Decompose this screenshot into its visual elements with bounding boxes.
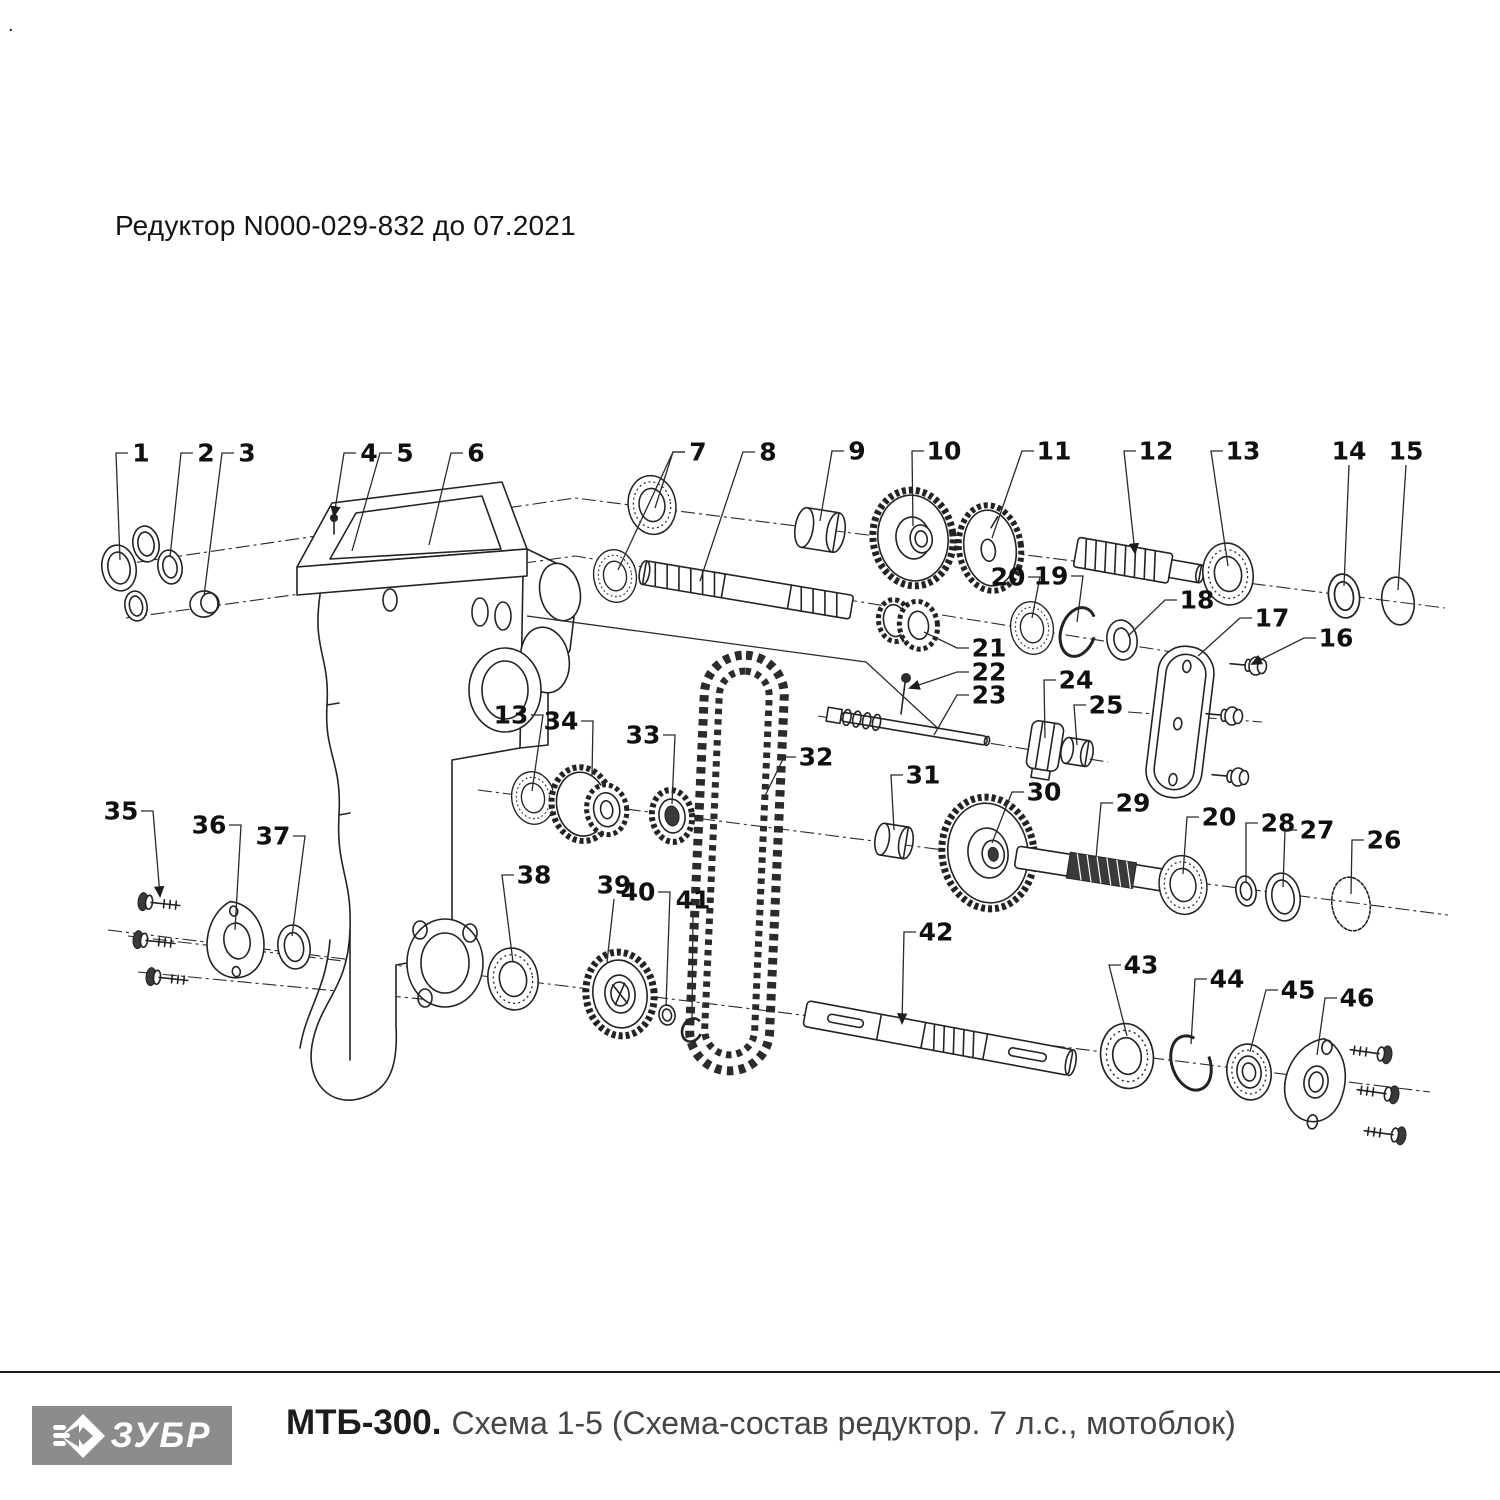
bolt-46c [1363, 1122, 1407, 1146]
callout-39: 39 [596, 870, 632, 900]
callout-30: 30 [1026, 777, 1062, 807]
shaft-42 [803, 1001, 1078, 1077]
bearing-38 [483, 944, 542, 1013]
zubr-arrow-icon [53, 1413, 105, 1459]
leader-line-15 [1398, 465, 1406, 590]
callout-46: 46 [1339, 983, 1375, 1013]
leader-line-26 [1351, 840, 1364, 894]
bolt-35a [137, 892, 181, 914]
bearing-20b [1155, 852, 1211, 918]
callout-43: 43 [1123, 950, 1159, 980]
flange-46 [1279, 1034, 1350, 1132]
circlip-41 [678, 1015, 705, 1045]
callout-1: 1 [132, 438, 150, 468]
footer-caption [286, 1403, 1236, 1443]
callout-16: 16 [1318, 623, 1354, 653]
bushing-9 [792, 506, 848, 553]
callout-19: 19 [1033, 561, 1069, 591]
callout-10: 10 [926, 436, 962, 466]
leader-line-29 [1096, 803, 1113, 858]
callout-13: 13 [1225, 436, 1261, 466]
leader-line-42 [902, 932, 916, 1023]
leader-line-17 [1198, 618, 1252, 656]
callout-17: 17 [1254, 603, 1290, 633]
seal-37 [275, 923, 313, 971]
shaft-29 [1014, 844, 1176, 895]
callout-2: 2 [197, 438, 215, 468]
shaft-8 [638, 560, 854, 619]
brand-name: ЗУБР [110, 1416, 212, 1455]
callout-42: 42 [918, 917, 954, 947]
leader-line-22 [910, 672, 969, 688]
callout-7: 7 [689, 437, 707, 467]
leader-line-28 [1246, 823, 1258, 882]
leader-line-41 [692, 914, 693, 1019]
bolt-22 [901, 673, 911, 714]
callout-31: 31 [905, 760, 941, 790]
gear-21 [876, 594, 941, 655]
bolt-35b [132, 930, 176, 952]
callout-41: 41 [675, 885, 711, 915]
nut-16c [1211, 766, 1249, 787]
washer-40 [658, 1004, 677, 1026]
callout-26: 26 [1366, 825, 1402, 855]
spacer-18 [1104, 618, 1140, 662]
callout-6: 6 [467, 438, 485, 468]
diagram-title: Редуктор N000-029-832 до 07.2021 [115, 210, 576, 241]
callout-36: 36 [191, 810, 227, 840]
bearing-20a [1007, 599, 1057, 658]
callout-27: 27 [1299, 815, 1335, 845]
leader-line-3 [204, 453, 234, 596]
bearing-45 [1223, 1041, 1275, 1103]
leader-line-44 [1191, 979, 1207, 1044]
flange-36 [200, 897, 270, 982]
bearing-7a [624, 472, 680, 538]
callout-28: 28 [1260, 808, 1296, 838]
footer [0, 1373, 1500, 1500]
nut-16a [1229, 655, 1267, 676]
callout-4: 4 [360, 438, 378, 468]
leader-line-2 [170, 453, 193, 557]
bearing-43 [1096, 1020, 1158, 1093]
leader-line-1 [116, 453, 128, 560]
callout-11: 11 [1036, 436, 1072, 466]
model-name: МТБ-300. [286, 1403, 442, 1442]
brand-logo [32, 1406, 232, 1465]
sprocket-39 [580, 948, 659, 1041]
leader-line-37 [292, 836, 305, 936]
bolt-46a [1349, 1041, 1393, 1065]
callout-34: 34 [543, 706, 579, 736]
callout-3: 3 [238, 438, 256, 468]
bearing-7b [590, 547, 640, 606]
callout-40: 40 [620, 877, 656, 907]
bolt-46b [1356, 1081, 1400, 1105]
callout-44: 44 [1209, 964, 1245, 994]
callout-25: 25 [1088, 690, 1124, 720]
leader-line-40 [658, 892, 670, 1006]
scheme-caption: Схема 1-5 (Схема-состав редуктор. 7 л.с., мотоблок) [451, 1405, 1236, 1441]
gear-34 [547, 761, 631, 845]
cover-17 [1143, 643, 1217, 801]
callout-21: 21 [971, 633, 1007, 663]
callout-33: 33 [625, 720, 661, 750]
callout-35: 35 [103, 796, 139, 826]
callout-22: 22 [971, 657, 1007, 687]
leader-line-8 [700, 452, 755, 581]
callout-14: 14 [1331, 436, 1367, 466]
callout-12: 12 [1138, 436, 1174, 466]
callout-20: 20 [990, 562, 1026, 592]
callout-24: 24 [1058, 665, 1094, 695]
corner-dot: . [8, 14, 14, 36]
leader-line-14 [1344, 465, 1349, 586]
callout-20: 20 [1201, 802, 1237, 832]
leader-line-19 [1071, 576, 1083, 622]
chain-32 [688, 653, 786, 1072]
callout-32: 32 [798, 742, 834, 772]
leader-line-31 [891, 775, 903, 830]
leader-line-35 [141, 811, 160, 896]
leader-line-45 [1250, 990, 1278, 1052]
callout-8: 8 [759, 437, 777, 467]
shaft-12 [1073, 537, 1206, 589]
leader-line-12 [1124, 451, 1136, 553]
callout-29: 29 [1115, 788, 1151, 818]
callout-38: 38 [516, 860, 552, 890]
washer-a [130, 524, 162, 564]
nut-16b [1205, 705, 1243, 726]
callout-37: 37 [255, 821, 291, 851]
callout-15: 15 [1388, 436, 1424, 466]
callout-45: 45 [1280, 975, 1316, 1005]
callout-9: 9 [848, 436, 866, 466]
callout-23: 23 [971, 680, 1007, 710]
callout-5: 5 [396, 438, 414, 468]
callout-13: 13 [493, 700, 529, 730]
rod-23 [826, 706, 991, 749]
callout-18: 18 [1179, 585, 1215, 615]
bolt-35c [145, 967, 189, 989]
